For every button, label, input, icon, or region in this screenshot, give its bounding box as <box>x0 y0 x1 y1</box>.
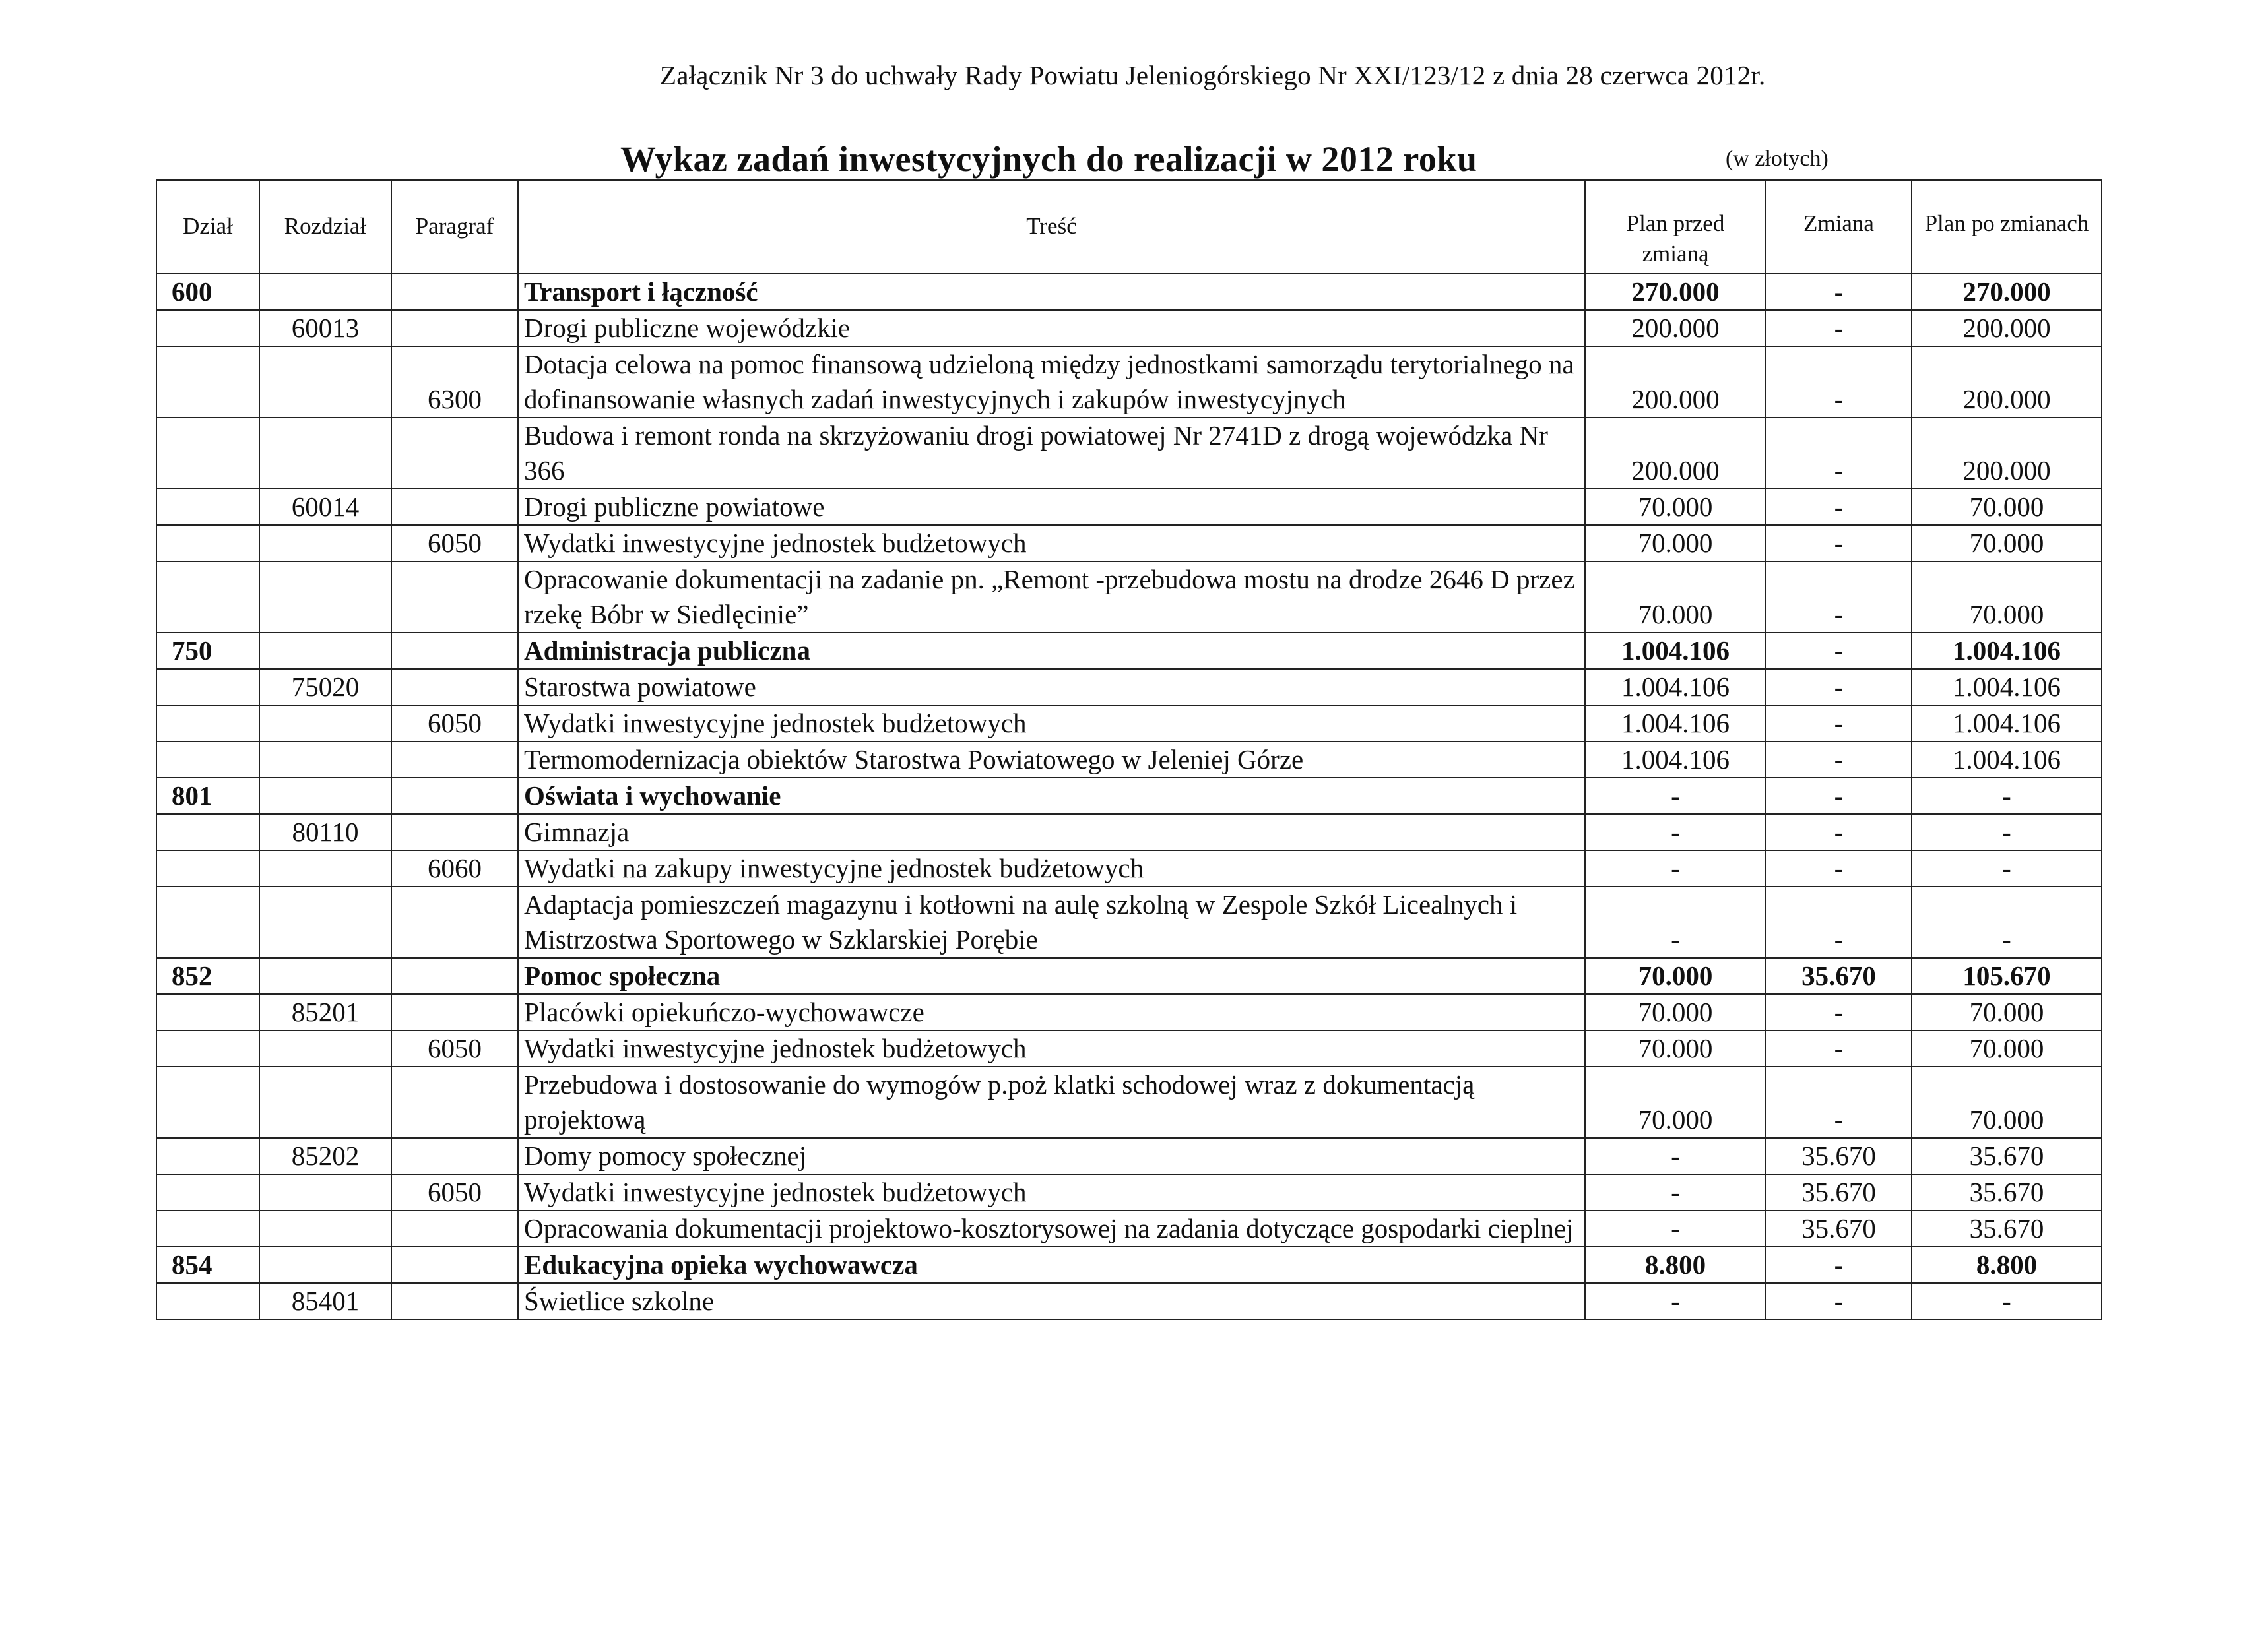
cell-plan-przed: 1.004.106 <box>1585 741 1766 778</box>
cell-paragraf <box>391 561 518 633</box>
cell-plan-przed: - <box>1585 1211 1766 1247</box>
cell-rozdzial <box>259 958 391 994</box>
column-header-rozdzial: Rozdział <box>259 180 391 274</box>
cell-dzial <box>156 814 259 850</box>
investment-table <box>156 179 2102 1320</box>
cell-rozdzial: 85202 <box>259 1138 391 1174</box>
cell-tresc: Przebudowa i dostosowanie do wymogów p.poż klatki schodowej wraz z dokumentacją projektową <box>518 1067 1585 1138</box>
cell-dzial <box>156 1138 259 1174</box>
table-row <box>156 778 2102 814</box>
cell-plan-przed: 70.000 <box>1585 561 1766 633</box>
cell-rozdzial <box>259 778 391 814</box>
cell-tresc: Budowa i remont ronda na skrzyżowaniu drogi powiatowej Nr 2741D z drogą wojewódzka Nr 366 <box>518 418 1585 489</box>
cell-rozdzial <box>259 850 391 887</box>
cell-zmiana: - <box>1766 525 1912 561</box>
cell-plan-po: 8.800 <box>1912 1247 2102 1283</box>
cell-tresc: Wydatki inwestycyjne jednostek budżetowych <box>518 1174 1585 1211</box>
cell-dzial: 600 <box>156 274 259 310</box>
cell-tresc: Opracowanie dokumentacji na zadanie pn. „Remont -przebudowa mostu na drodze 2646 D przez rzekę Bóbr w Siedlęcinie” <box>518 561 1585 633</box>
cell-dzial: 801 <box>156 778 259 814</box>
cell-plan-po: 1.004.106 <box>1912 741 2102 778</box>
cell-tresc: Administracja publiczna <box>518 633 1585 669</box>
table-row <box>156 1174 2102 1211</box>
cell-zmiana: 35.670 <box>1766 1174 1912 1211</box>
cell-plan-po: 70.000 <box>1912 525 2102 561</box>
cell-plan-przed: - <box>1585 887 1766 958</box>
cell-rozdzial <box>259 346 391 418</box>
cell-plan-przed: 200.000 <box>1585 310 1766 346</box>
cell-dzial <box>156 310 259 346</box>
cell-plan-po: 35.670 <box>1912 1174 2102 1211</box>
cell-tresc: Drogi publiczne wojewódzkie <box>518 310 1585 346</box>
cell-tresc: Gimnazja <box>518 814 1585 850</box>
cell-plan-po: - <box>1912 887 2102 958</box>
cell-zmiana: - <box>1766 274 1912 310</box>
cell-zmiana: 35.670 <box>1766 1211 1912 1247</box>
table-row <box>156 814 2102 850</box>
cell-plan-przed: 70.000 <box>1585 525 1766 561</box>
cell-paragraf <box>391 1283 518 1319</box>
cell-tresc: Wydatki inwestycyjne jednostek budżetowych <box>518 705 1585 741</box>
cell-tresc: Termomodernizacja obiektów Starostwa Powiatowego w Jeleniej Górze <box>518 741 1585 778</box>
cell-dzial <box>156 561 259 633</box>
cell-plan-przed: - <box>1585 1283 1766 1319</box>
cell-plan-po: - <box>1912 850 2102 887</box>
table-row <box>156 633 2102 669</box>
cell-paragraf <box>391 310 518 346</box>
table-row <box>156 525 2102 561</box>
cell-zmiana: - <box>1766 887 1912 958</box>
cell-paragraf: 6300 <box>391 346 518 418</box>
cell-paragraf <box>391 418 518 489</box>
cell-paragraf: 6060 <box>391 850 518 887</box>
column-header-plan-po: Plan po zmianach <box>1912 180 2102 274</box>
table-body <box>156 274 2102 1319</box>
cell-paragraf: 6050 <box>391 525 518 561</box>
cell-plan-po: 70.000 <box>1912 489 2102 525</box>
cell-plan-po: - <box>1912 1283 2102 1319</box>
cell-plan-przed: - <box>1585 850 1766 887</box>
cell-plan-przed: 270.000 <box>1585 274 1766 310</box>
cell-zmiana: - <box>1766 705 1912 741</box>
cell-rozdzial <box>259 887 391 958</box>
cell-plan-po: - <box>1912 814 2102 850</box>
cell-paragraf <box>391 778 518 814</box>
attachment-line: Załącznik Nr 3 do uchwały Rady Powiatu Jeleniogórskiego Nr XXI/123/12 z dnia 28 czerwca 2012r. <box>660 60 1766 90</box>
table-row <box>156 489 2102 525</box>
table-row <box>156 274 2102 310</box>
table-row <box>156 994 2102 1030</box>
cell-plan-przed: 70.000 <box>1585 489 1766 525</box>
cell-paragraf <box>391 274 518 310</box>
cell-rozdzial <box>259 418 391 489</box>
cell-zmiana: 35.670 <box>1766 1138 1912 1174</box>
cell-paragraf: 6050 <box>391 705 518 741</box>
cell-paragraf <box>391 1247 518 1283</box>
cell-dzial <box>156 346 259 418</box>
table-row <box>156 887 2102 958</box>
cell-rozdzial: 85401 <box>259 1283 391 1319</box>
cell-dzial <box>156 850 259 887</box>
cell-plan-po: 1.004.106 <box>1912 669 2102 705</box>
cell-dzial <box>156 1174 259 1211</box>
cell-plan-po: 70.000 <box>1912 561 2102 633</box>
cell-plan-po: 105.670 <box>1912 958 2102 994</box>
table-row <box>156 1030 2102 1067</box>
table-row <box>156 741 2102 778</box>
cell-plan-po: 35.670 <box>1912 1138 2102 1174</box>
cell-plan-po: 35.670 <box>1912 1211 2102 1247</box>
column-header-plan-przed: Plan przed zmianą <box>1585 180 1766 274</box>
cell-rozdzial <box>259 274 391 310</box>
cell-dzial: 854 <box>156 1247 259 1283</box>
cell-tresc: Domy pomocy społecznej <box>518 1138 1585 1174</box>
cell-rozdzial <box>259 561 391 633</box>
cell-plan-przed: 200.000 <box>1585 418 1766 489</box>
cell-tresc: Dotacja celowa na pomoc finansową udzieloną między jednostkami samorządu terytorialnego na dofinansowanie własnych zadań inwestycyjnych i zakupów inwestycyjnych <box>518 346 1585 418</box>
cell-tresc: Wydatki inwestycyjne jednostek budżetowych <box>518 1030 1585 1067</box>
cell-paragraf <box>391 1138 518 1174</box>
table-row <box>156 1138 2102 1174</box>
cell-dzial <box>156 887 259 958</box>
cell-paragraf: 6050 <box>391 1174 518 1211</box>
cell-rozdzial <box>259 1067 391 1138</box>
cell-paragraf <box>391 741 518 778</box>
cell-plan-przed: 1.004.106 <box>1585 705 1766 741</box>
column-header-tresc: Treść <box>518 180 1585 274</box>
cell-zmiana: - <box>1766 1067 1912 1138</box>
cell-paragraf <box>391 814 518 850</box>
cell-zmiana: - <box>1766 1247 1912 1283</box>
cell-zmiana: - <box>1766 633 1912 669</box>
cell-zmiana: - <box>1766 850 1912 887</box>
table-row <box>156 958 2102 994</box>
cell-rozdzial <box>259 741 391 778</box>
cell-plan-przed: - <box>1585 1174 1766 1211</box>
cell-tresc: Adaptacja pomieszczeń magazynu i kotłowni na aulę szkolną w Zespole Szkół Licealnych i Mistrzostwa Sportowego w Szklarskiej Porębie <box>518 887 1585 958</box>
cell-zmiana: - <box>1766 310 1912 346</box>
cell-tresc: Wydatki inwestycyjne jednostek budżetowych <box>518 525 1585 561</box>
cell-plan-przed: 70.000 <box>1585 958 1766 994</box>
cell-paragraf <box>391 489 518 525</box>
cell-zmiana: - <box>1766 489 1912 525</box>
cell-dzial: 852 <box>156 958 259 994</box>
table-row <box>156 1067 2102 1138</box>
cell-dzial <box>156 1030 259 1067</box>
cell-plan-przed: - <box>1585 1138 1766 1174</box>
cell-paragraf <box>391 1067 518 1138</box>
cell-tresc: Wydatki na zakupy inwestycyjne jednostek budżetowych <box>518 850 1585 887</box>
table-row <box>156 669 2102 705</box>
cell-plan-przed: 8.800 <box>1585 1247 1766 1283</box>
document-title: Wykaz zadań inwestycyjnych do realizacji w 2012 roku <box>620 139 1477 179</box>
cell-dzial <box>156 741 259 778</box>
cell-zmiana: - <box>1766 1030 1912 1067</box>
cell-zmiana: - <box>1766 994 1912 1030</box>
cell-tresc: Starostwa powiatowe <box>518 669 1585 705</box>
cell-rozdzial: 85201 <box>259 994 391 1030</box>
cell-tresc: Transport i łączność <box>518 274 1585 310</box>
cell-rozdzial <box>259 1247 391 1283</box>
table-row <box>156 1211 2102 1247</box>
cell-rozdzial <box>259 1174 391 1211</box>
cell-dzial <box>156 525 259 561</box>
table-row <box>156 850 2102 887</box>
cell-plan-przed: - <box>1585 778 1766 814</box>
cell-plan-po: 70.000 <box>1912 994 2102 1030</box>
cell-dzial <box>156 1067 259 1138</box>
cell-plan-po: - <box>1912 778 2102 814</box>
cell-tresc: Pomoc społeczna <box>518 958 1585 994</box>
cell-paragraf <box>391 633 518 669</box>
cell-plan-przed: 70.000 <box>1585 994 1766 1030</box>
cell-tresc: Opracowania dokumentacji projektowo-kosztorysowej na zadania dotyczące gospodarki cieplnej <box>518 1211 1585 1247</box>
table-row <box>156 561 2102 633</box>
cell-dzial <box>156 1211 259 1247</box>
table-row <box>156 705 2102 741</box>
cell-paragraf <box>391 958 518 994</box>
cell-zmiana: - <box>1766 418 1912 489</box>
cell-zmiana: - <box>1766 561 1912 633</box>
cell-dzial <box>156 705 259 741</box>
cell-plan-po: 1.004.106 <box>1912 705 2102 741</box>
cell-zmiana: - <box>1766 669 1912 705</box>
cell-dzial <box>156 418 259 489</box>
cell-paragraf: 6050 <box>391 1030 518 1067</box>
cell-paragraf <box>391 994 518 1030</box>
cell-zmiana: - <box>1766 778 1912 814</box>
cell-plan-po: 270.000 <box>1912 274 2102 310</box>
cell-zmiana: - <box>1766 814 1912 850</box>
table-row <box>156 1283 2102 1319</box>
column-header-zmiana: Zmiana <box>1766 180 1912 274</box>
table-row <box>156 1247 2102 1283</box>
cell-dzial <box>156 994 259 1030</box>
cell-plan-po: 70.000 <box>1912 1067 2102 1138</box>
cell-tresc: Edukacyjna opieka wychowawcza <box>518 1247 1585 1283</box>
cell-tresc: Oświata i wychowanie <box>518 778 1585 814</box>
table-row <box>156 310 2102 346</box>
cell-rozdzial <box>259 705 391 741</box>
cell-plan-przed: 1.004.106 <box>1585 669 1766 705</box>
cell-dzial: 750 <box>156 633 259 669</box>
column-header-paragraf: Paragraf <box>391 180 518 274</box>
cell-plan-przed: 70.000 <box>1585 1067 1766 1138</box>
cell-rozdzial <box>259 525 391 561</box>
cell-rozdzial: 80110 <box>259 814 391 850</box>
units-note: (w złotych) <box>1726 146 1829 171</box>
cell-rozdzial <box>259 633 391 669</box>
cell-plan-przed: 1.004.106 <box>1585 633 1766 669</box>
cell-tresc: Drogi publiczne powiatowe <box>518 489 1585 525</box>
cell-plan-przed: 70.000 <box>1585 1030 1766 1067</box>
table-row <box>156 418 2102 489</box>
cell-rozdzial: 60014 <box>259 489 391 525</box>
cell-dzial <box>156 669 259 705</box>
cell-paragraf <box>391 1211 518 1247</box>
cell-plan-po: 200.000 <box>1912 346 2102 418</box>
cell-paragraf <box>391 887 518 958</box>
cell-zmiana: - <box>1766 1283 1912 1319</box>
table-header-row <box>156 180 2102 274</box>
cell-dzial <box>156 489 259 525</box>
cell-zmiana: - <box>1766 346 1912 418</box>
cell-rozdzial: 60013 <box>259 310 391 346</box>
cell-zmiana: - <box>1766 741 1912 778</box>
cell-plan-po: 1.004.106 <box>1912 633 2102 669</box>
cell-rozdzial <box>259 1211 391 1247</box>
cell-paragraf <box>391 669 518 705</box>
table-row <box>156 346 2102 418</box>
cell-zmiana: 35.670 <box>1766 958 1912 994</box>
cell-rozdzial <box>259 1030 391 1067</box>
column-header-dzial: Dział <box>156 180 259 274</box>
cell-plan-po: 70.000 <box>1912 1030 2102 1067</box>
cell-plan-po: 200.000 <box>1912 418 2102 489</box>
cell-tresc: Placówki opiekuńczo-wychowawcze <box>518 994 1585 1030</box>
cell-plan-przed: - <box>1585 814 1766 850</box>
cell-dzial <box>156 1283 259 1319</box>
cell-plan-przed: 200.000 <box>1585 346 1766 418</box>
cell-rozdzial: 75020 <box>259 669 391 705</box>
cell-tresc: Świetlice szkolne <box>518 1283 1585 1319</box>
cell-plan-po: 200.000 <box>1912 310 2102 346</box>
